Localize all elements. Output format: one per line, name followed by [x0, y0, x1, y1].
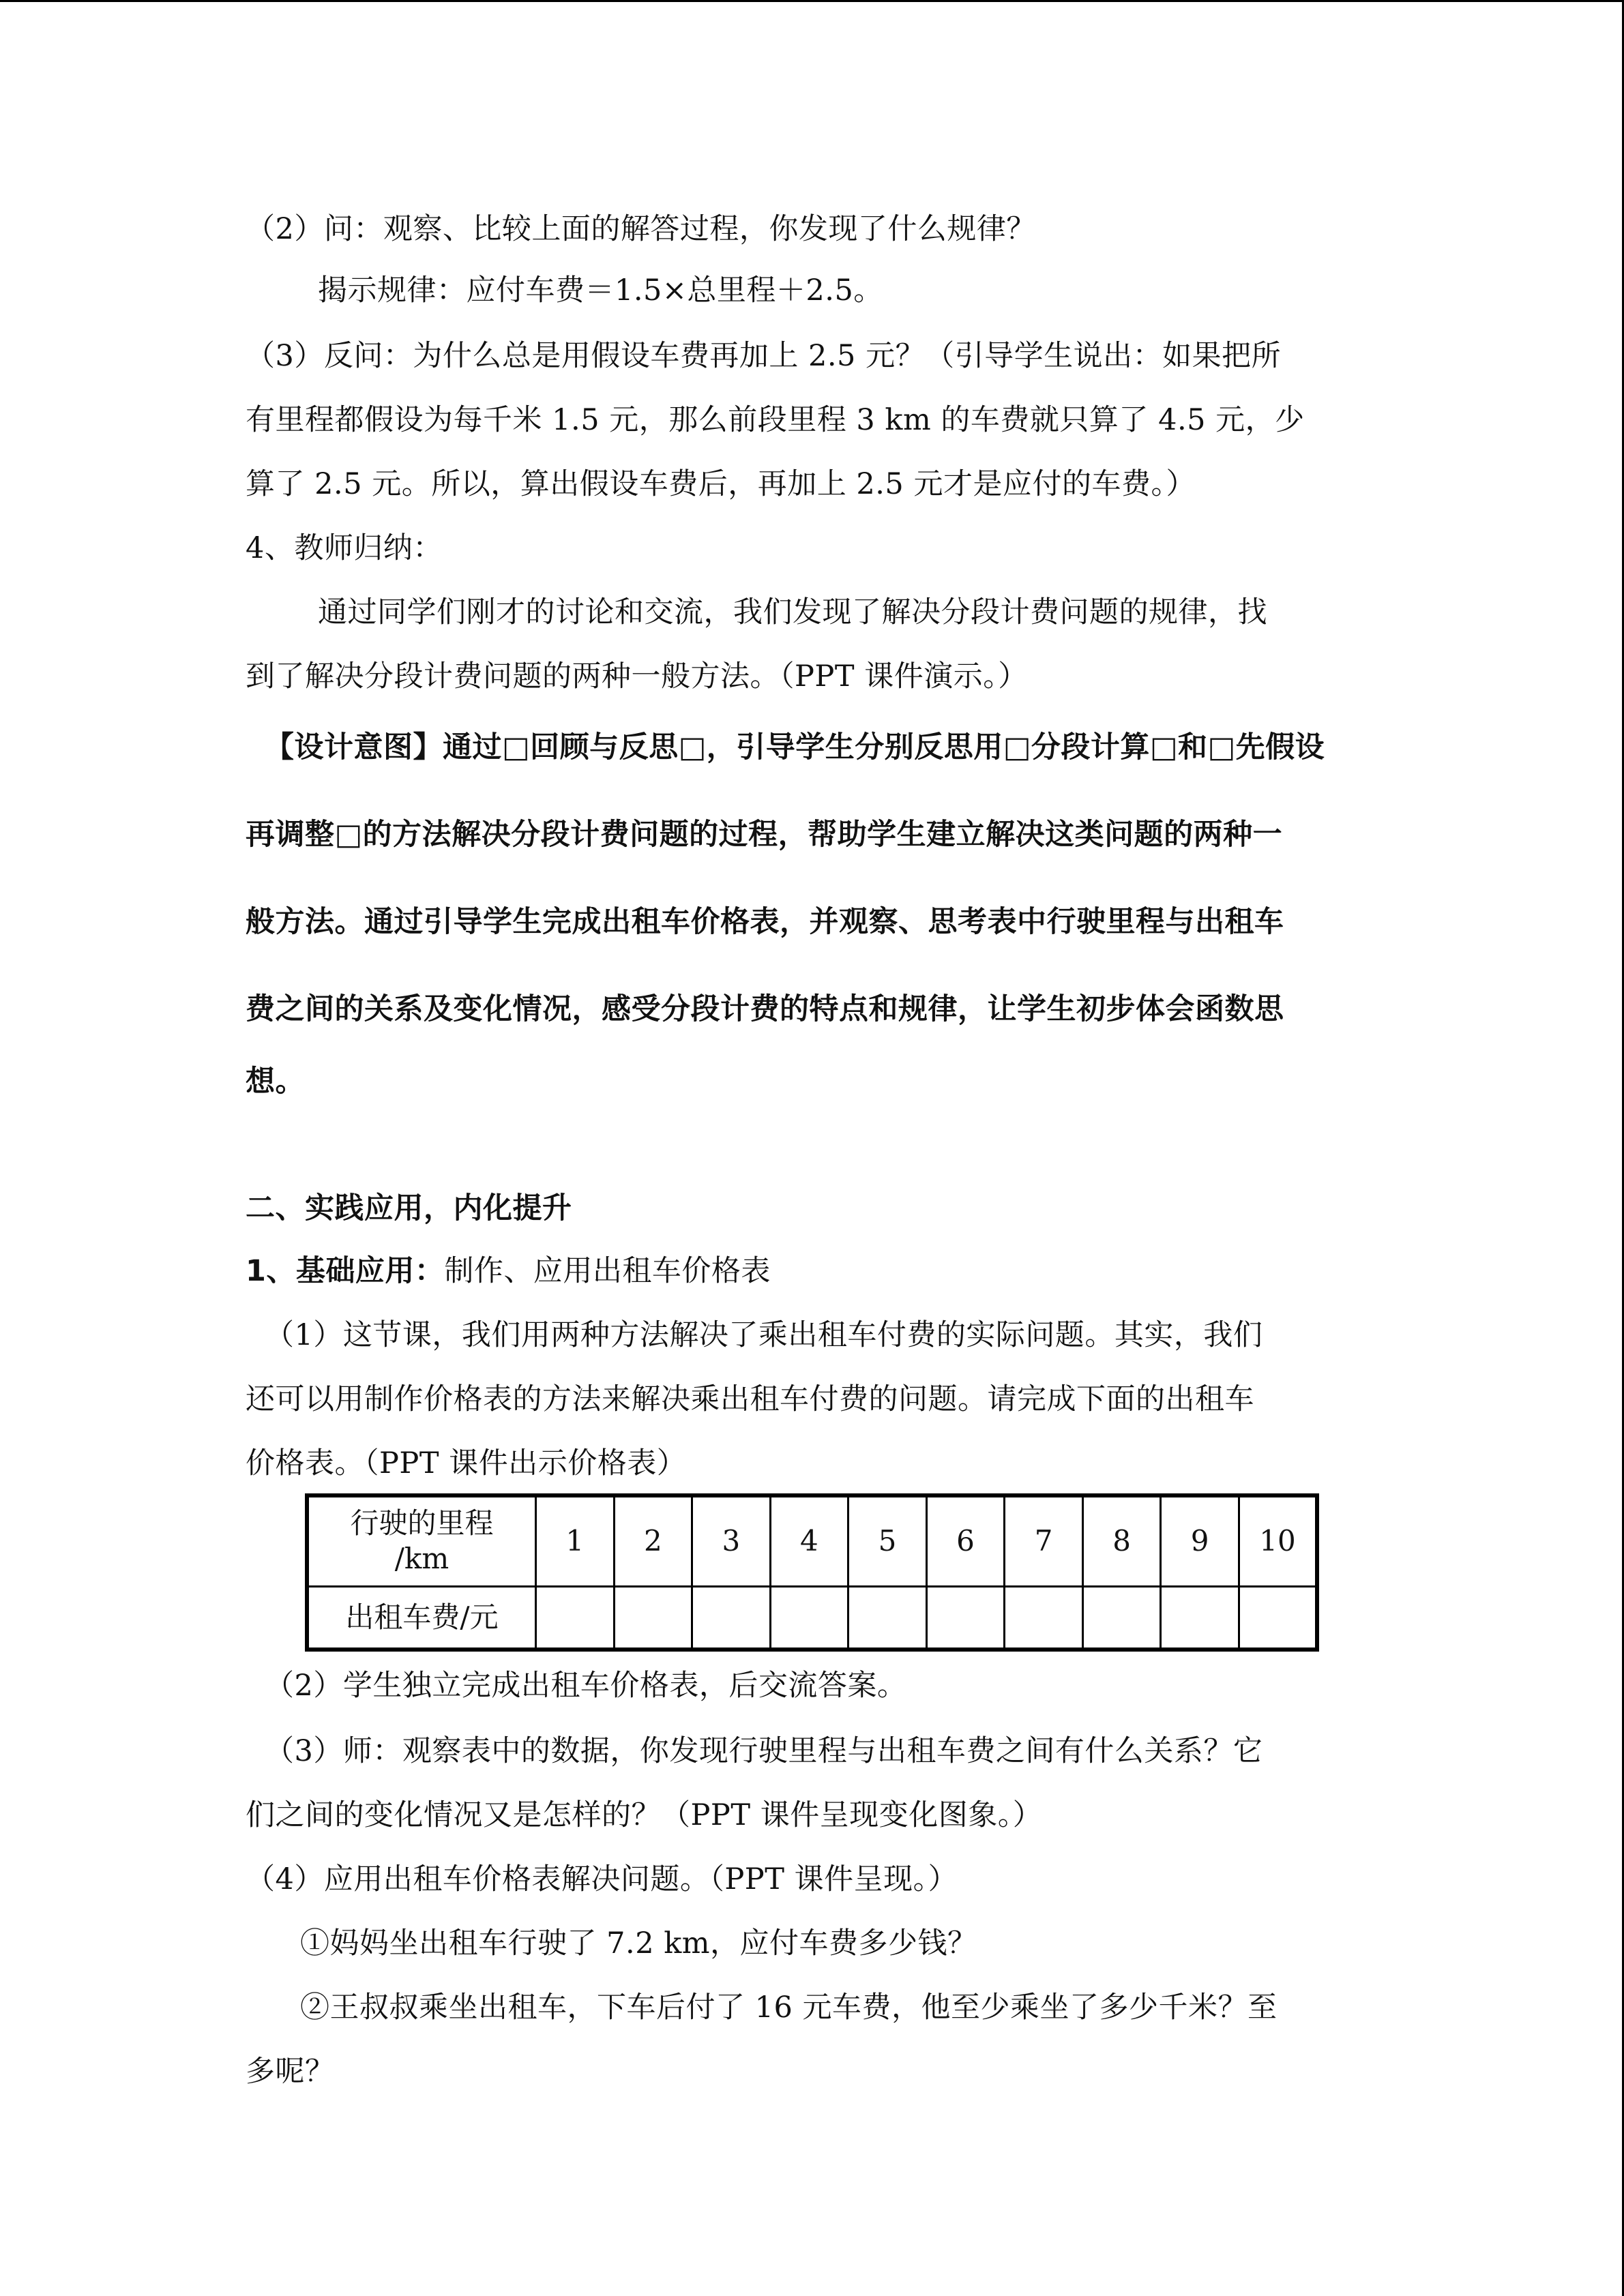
table-cell-distance: 10 [1239, 1495, 1317, 1586]
paragraph-line: （4）应用出租车价格表解决问题。（PPT 课件呈现。） [246, 1862, 958, 1896]
paragraph-line: 揭示规律：应付车费＝1.5×总里程＋2.5。 [318, 273, 883, 308]
table-cell-fare[interactable] [1239, 1586, 1317, 1650]
design-intent-line: 再调整□的方法解决分段计费问题的过程，帮助学生建立解决这类问题的两种一 [246, 818, 1283, 852]
table-cell-distance: 3 [692, 1495, 771, 1586]
table-cell-fare[interactable] [1005, 1586, 1083, 1650]
subsection-title [246, 1253, 771, 1289]
paragraph-line: 4、教师归纳： [246, 531, 443, 565]
table-cell-fare[interactable] [1082, 1586, 1161, 1650]
paragraph-line: 价格表。（PPT 课件出示价格表） [246, 1446, 687, 1480]
design-intent-line: 【设计意图】通过□回顾与反思□，引导学生分别反思用□分段计算□和□先假设 [265, 730, 1325, 764]
table-cell-fare[interactable] [692, 1586, 771, 1650]
table-cell-fare[interactable] [1161, 1586, 1239, 1650]
table-cell-distance: 5 [848, 1495, 927, 1586]
table-cell-fare[interactable] [926, 1586, 1005, 1650]
table-cell-distance: 6 [926, 1495, 1005, 1586]
table-cell-distance: 9 [1161, 1495, 1239, 1586]
paragraph-line: 多呢？ [246, 2055, 335, 2089]
table-cell-distance: 1 [536, 1495, 615, 1586]
table-header-fare: 出租车费/元 [307, 1586, 536, 1650]
page-border-top [0, 0, 1624, 2]
section-title: 二、实践应用，内化提升 [246, 1191, 572, 1225]
paragraph-line: （2）问：观察、比较上面的解答过程，你发现了什么规律？ [246, 212, 1036, 246]
table-cell-fare[interactable] [614, 1586, 692, 1650]
table-cell-fare[interactable] [770, 1586, 848, 1650]
question-1: ①妈妈坐出租车行驶了 7.2 km，应付车费多少钱？ [300, 1926, 977, 1960]
paragraph-line: 有里程都假设为每千米 1.5 元，那么前段里程 3 km 的车费就只算了 4.5 元，少 [246, 403, 1305, 437]
paragraph-line: （3）反问：为什么总是用假设车费再加上 2.5 元？（引导学生说出：如果把所 [246, 339, 1282, 373]
taxi-price-table [305, 1493, 1319, 1652]
table-row-distance [307, 1495, 1317, 1586]
table-row-fare [307, 1586, 1317, 1650]
table-cell-distance: 2 [614, 1495, 692, 1586]
design-intent-line: 费之间的关系及变化情况，感受分段计费的特点和规律，让学生初步体会函数思 [246, 992, 1284, 1026]
design-intent-line: 般方法。通过引导学生完成出租车价格表，并观察、思考表中行驶里程与出租车 [246, 905, 1284, 939]
table-cell-distance: 7 [1005, 1495, 1083, 1586]
paragraph-line: （2）学生独立完成出租车价格表，后交流答案。 [265, 1669, 907, 1703]
header-line: 行驶的里程 [350, 1506, 494, 1540]
paragraph-line: （1）这节课，我们用两种方法解决了乘出租车付费的实际问题。其实，我们 [265, 1318, 1263, 1352]
paragraph-line: 算了 2.5 元。所以，算出假设车费后，再加上 2.5 元才是应付的车费。） [246, 467, 1196, 501]
paragraph-line: 还可以用制作价格表的方法来解决乘出租车付费的问题。请完成下面的出租车 [246, 1382, 1254, 1416]
paragraph-line: 通过同学们刚才的讨论和交流，我们发现了解决分段计费问题的规律，找 [318, 595, 1267, 629]
subsection-title-rest: 制作、应用出租车价格表 [444, 1254, 771, 1288]
paragraph-line: （3）师：观察表中的数据，你发现行驶里程与出租车费之间有什么关系？它 [265, 1734, 1263, 1768]
paragraph-line: 们之间的变化情况又是怎样的？（PPT 课件呈现变化图象。） [246, 1798, 1043, 1832]
question-2: ②王叔叔乘坐出租车，下车后付了 16 元车费，他至少乘坐了多少千米？至 [300, 1991, 1278, 2025]
design-intent-line: 想。 [246, 1064, 305, 1099]
table-cell-fare[interactable] [848, 1586, 927, 1650]
table-cell-distance: 4 [770, 1495, 848, 1586]
paragraph-line: 到了解决分段计费问题的两种一般方法。（PPT 课件演示。） [246, 659, 1028, 694]
table-cell-distance: 8 [1082, 1495, 1161, 1586]
subsection-title-bold: 1、基础应用： [246, 1254, 445, 1288]
table-cell-fare[interactable] [536, 1586, 615, 1650]
header-unit: /km [394, 1542, 449, 1576]
table-header-distance [307, 1495, 536, 1586]
